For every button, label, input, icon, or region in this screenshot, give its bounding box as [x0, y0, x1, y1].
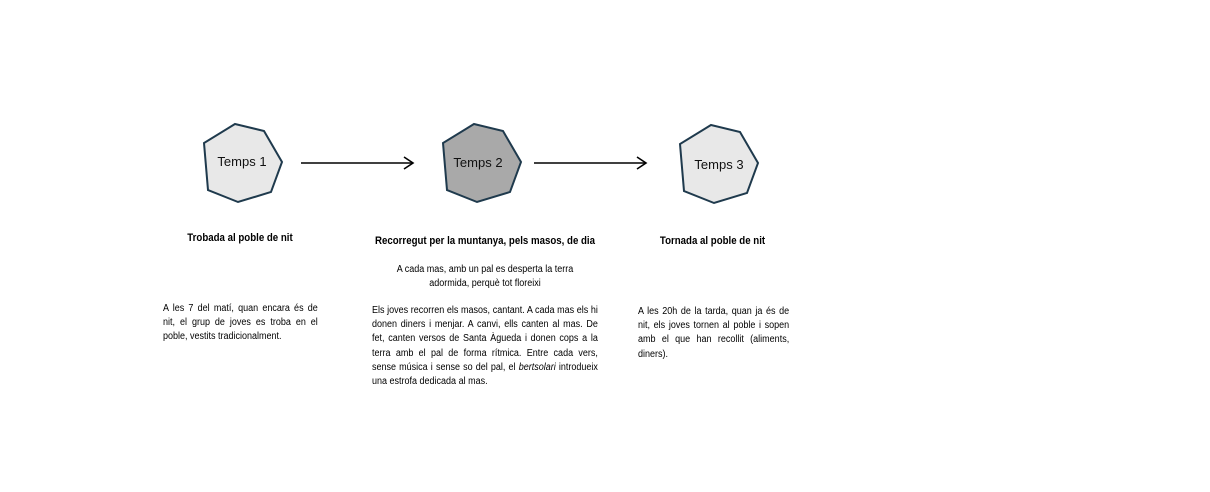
column-3-title: Tornada al poble de nit [659, 235, 766, 247]
arrow-2-to-3 [533, 154, 651, 172]
node-temps-2 [439, 120, 525, 206]
column-2-title: Recorregut per la muntanya, pels masos, de dia [374, 235, 596, 247]
node-label-2: Temps 2 [453, 155, 503, 170]
arrow-1-to-2 [300, 154, 418, 172]
node-label-3: Temps 3 [694, 157, 744, 172]
node-temps-3 [676, 121, 762, 207]
column-3-description: A les 20h de la tarda, quan ja és de nit, els joves tornen al poble i sopen amb el que han recollit (aliments, diners). [638, 306, 790, 360]
column-2-subtitle: A cada mas, amb un pal es desperta la terra adormida, perquè tot floreixi [396, 264, 574, 289]
column-2-description [372, 304, 598, 389]
column-2-description-end: introdueix una estrofa dedicada al mas. [372, 361, 598, 388]
node-temps-1 [200, 120, 286, 206]
column-2-description-italic: bertsolari [518, 361, 556, 373]
column-1-title: Trobada al poble de nit [187, 232, 293, 244]
column-2-description-main: Els joves recorren els masos, cantant. A cada mas els hi donen diners i menjar. A canvi, ells canten al mas. De fet, canten versos de Santa Àgueda i donen cops a la terra amb el pal de forma rítmica. Entre cada vers, sense música i sense so del pal, el [372, 305, 598, 373]
node-label-1: Temps 1 [217, 154, 267, 169]
column-1-description: A les 7 del matí, quan encara és de nit, el grup de joves es troba en el poble, vestits tradicionalment. [163, 303, 318, 343]
